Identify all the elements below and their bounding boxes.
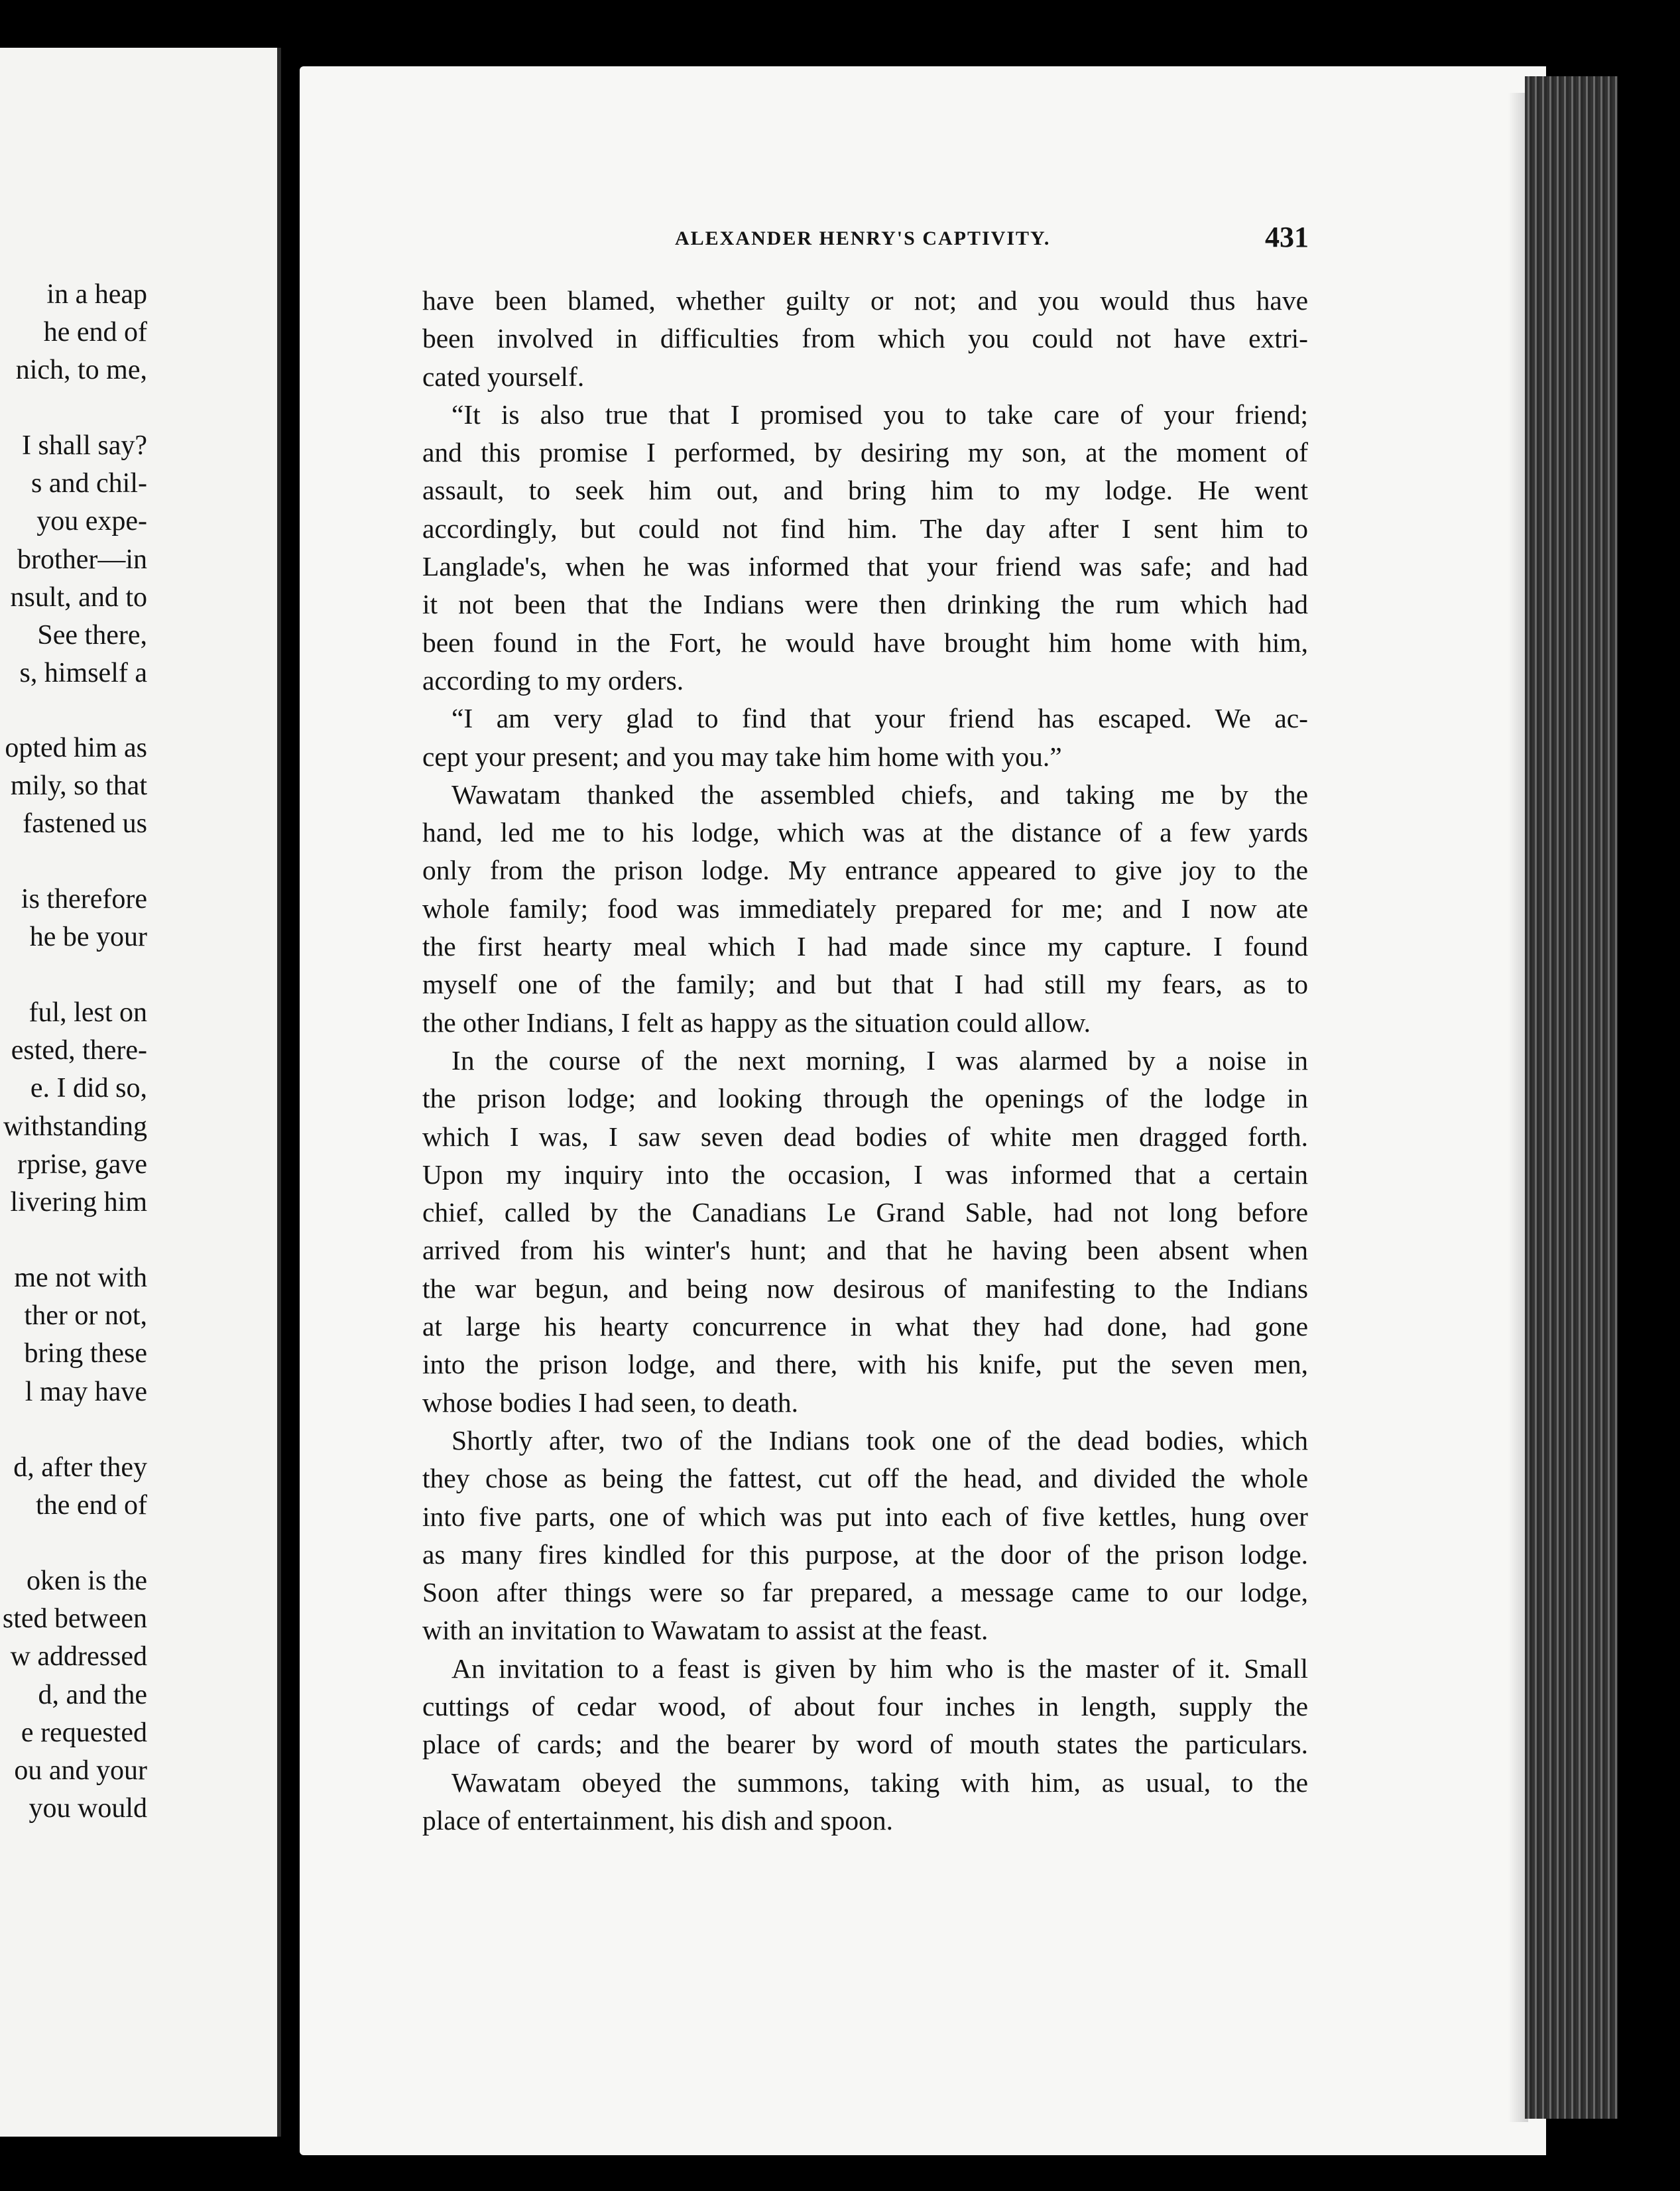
left-page-line: brother—in bbox=[17, 544, 147, 575]
left-page-line: I shall say? bbox=[22, 430, 147, 461]
left-page-line: livering him bbox=[10, 1187, 147, 1218]
text-line: it not been that the Indians were then drinking the rum which had bbox=[422, 589, 1308, 620]
left-page-line: nich, to me, bbox=[15, 355, 147, 386]
left-page-line: mily, so that bbox=[10, 771, 147, 802]
text-line: been involved in difficulties from which you could not have extri- bbox=[422, 323, 1308, 354]
left-page-line: sted between bbox=[2, 1603, 147, 1635]
text-line: into five parts, one of which was put into each of five kettles, hung over bbox=[422, 1501, 1308, 1532]
text-line: into the prison lodge, and there, with his knife, put the seven men, bbox=[422, 1349, 1308, 1380]
left-page-line: ou and your bbox=[14, 1755, 147, 1786]
left-page-line: See there, bbox=[37, 620, 147, 651]
left-page-line: ested, there- bbox=[11, 1035, 147, 1066]
text-line: the war begun, and being now desirous of manifesting to the Indians bbox=[422, 1273, 1308, 1304]
left-page-line: rprise, gave bbox=[17, 1149, 147, 1180]
text-line: Wawatam obeyed the summons, taking with him, as usual, to the bbox=[451, 1767, 1308, 1798]
left-page-line: he end of bbox=[43, 317, 147, 348]
page-number: 431 bbox=[1265, 221, 1309, 253]
left-page-line: fastened us bbox=[23, 808, 147, 840]
text-line: the other Indians, I felt as happy as the situation could allow. bbox=[422, 1007, 1091, 1038]
left-page-line: me not with bbox=[14, 1263, 147, 1293]
running-head: ALEXANDER HENRY'S CAPTIVITY. bbox=[675, 227, 1051, 249]
text-line: accordingly, but could not find him. The day after I sent him to bbox=[422, 513, 1308, 544]
text-line: the prison lodge; and looking through the openings of the lodge in bbox=[422, 1083, 1308, 1114]
text-line: which I was, I saw seven dead bodies of white men dragged forth. bbox=[422, 1121, 1308, 1152]
left-page-line: withstanding bbox=[3, 1111, 147, 1142]
text-line: “It is also true that I promised you to take care of your friend; bbox=[451, 399, 1308, 430]
text-line: at large his hearty concurrence in what they had done, had gone bbox=[422, 1311, 1308, 1342]
left-page-line: the end of bbox=[36, 1490, 147, 1521]
text-line: Soon after things were so far prepared, a message came to our lodge, bbox=[422, 1577, 1308, 1608]
text-line: with an invitation to Wawatam to assist at the feast. bbox=[422, 1615, 989, 1646]
left-page-line: opted him as bbox=[5, 733, 147, 763]
text-line: whole family; food was immediately prepared for me; and I now ate bbox=[422, 893, 1308, 924]
text-line: arrived from his winter's hunt; and that he having been absent when bbox=[422, 1235, 1308, 1266]
text-line: the first hearty meal which I had made since my capture. I found bbox=[422, 931, 1308, 962]
text-line: Shortly after, two of the Indians took one of the dead bodies, which bbox=[451, 1424, 1308, 1456]
text-line: In the course of the next morning, I was alarmed by a noise in bbox=[451, 1044, 1308, 1076]
left-page-line: e requested bbox=[21, 1717, 147, 1748]
text-line: according to my orders. bbox=[422, 664, 684, 696]
text-line: assault, to seek him out, and bring him to my lodge. He went bbox=[422, 475, 1308, 506]
left-page bbox=[0, 48, 281, 2137]
page-edges bbox=[1525, 76, 1618, 2119]
text-line: cated yourself. bbox=[422, 361, 585, 392]
left-page-line: d, after they bbox=[13, 1452, 147, 1483]
text-line: cuttings of cedar wood, of about four inches in length, supply the bbox=[422, 1690, 1308, 1722]
left-page-line: d, and the bbox=[38, 1679, 147, 1710]
text-line: cept your present; and you may take him home with you.” bbox=[422, 741, 1062, 772]
left-page-line: bring these bbox=[24, 1338, 147, 1369]
left-page-line: e. I did so, bbox=[30, 1073, 147, 1104]
left-page-line: l may have bbox=[25, 1376, 147, 1407]
text-line: “I am very glad to find that your friend has escaped. We ac- bbox=[451, 703, 1308, 734]
text-line: have been blamed, whether guilty or not; and you would thus have bbox=[422, 285, 1308, 316]
text-line: been found in the Fort, he would have brought him home with him, bbox=[422, 627, 1308, 658]
left-page-line: oken is the bbox=[27, 1566, 147, 1596]
left-page-line: ful, lest on bbox=[29, 997, 147, 1028]
left-page-line: he be your bbox=[29, 922, 147, 953]
left-page-line: s, himself a bbox=[19, 658, 147, 689]
text-line: place of cards; and the bearer by word of mouth states the particulars. bbox=[422, 1729, 1308, 1760]
text-line: hand, led me to his lodge, which was at the distance of a few yards bbox=[422, 817, 1308, 848]
body-text bbox=[422, 282, 1308, 1840]
text-line: Upon my inquiry into the occasion, I was informed that a certain bbox=[422, 1158, 1308, 1190]
left-page-line: you expe- bbox=[36, 506, 147, 537]
left-page-line: is therefore bbox=[21, 884, 147, 914]
left-page-line: you would bbox=[29, 1793, 147, 1824]
text-line: chief, called by the Canadians Le Grand Sable, had not long before bbox=[422, 1197, 1308, 1228]
left-page-line: in a heap bbox=[46, 279, 147, 310]
text-line: myself one of the family; and but that I had still my fears, as to bbox=[422, 969, 1308, 1000]
text-line: whose bodies I had seen, to death. bbox=[422, 1387, 799, 1418]
text-line: place of entertainment, his dish and spoon. bbox=[422, 1804, 893, 1836]
left-page-line: s and chil- bbox=[31, 468, 147, 499]
text-line: An invitation to a feast is given by him who is the master of it. Small bbox=[451, 1653, 1308, 1684]
text-line: they chose as being the fattest, cut off the head, and divided the whole bbox=[422, 1463, 1308, 1494]
left-page-line: ther or not, bbox=[24, 1300, 147, 1332]
text-line: as many fires kindled for this purpose, at the door of the prison lodge. bbox=[422, 1538, 1308, 1570]
left-page-line: nsult, and to bbox=[10, 582, 147, 613]
text-line: Wawatam thanked the assembled chiefs, and taking me by the bbox=[451, 779, 1308, 810]
text-line: and this promise I performed, by desiring my son, at the moment of bbox=[422, 437, 1308, 468]
text-line: Langlade's, when he was informed that your friend was safe; and had bbox=[422, 551, 1308, 582]
text-line: only from the prison lodge. My entrance appeared to give joy to the bbox=[422, 855, 1308, 886]
left-page-line: w addressed bbox=[10, 1641, 147, 1672]
